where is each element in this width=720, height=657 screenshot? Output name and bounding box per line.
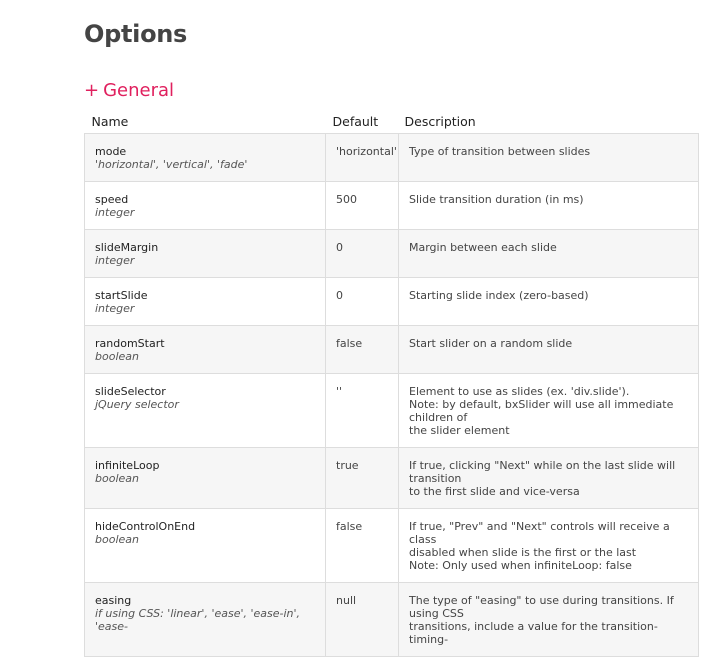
option-default: false bbox=[326, 509, 399, 583]
option-type: 'horizontal', 'vertical', 'fade' bbox=[95, 158, 248, 171]
description-line: Slide transition duration (in ms) bbox=[409, 193, 584, 206]
option-name: randomStart bbox=[95, 337, 165, 350]
table-row bbox=[85, 448, 699, 509]
option-name-cell bbox=[85, 134, 326, 182]
options-table bbox=[84, 109, 699, 657]
page-title: Options bbox=[84, 20, 188, 48]
table-header-row bbox=[85, 109, 699, 134]
table-row bbox=[85, 583, 699, 657]
option-name: slideMargin bbox=[95, 241, 159, 254]
column-header-name: Name bbox=[85, 109, 326, 134]
section-title[interactable]: General bbox=[103, 80, 175, 101]
option-name-cell bbox=[85, 278, 326, 326]
description-line: Type of transition between slides bbox=[409, 145, 591, 158]
description-line: Starting slide index (zero-based) bbox=[409, 289, 589, 302]
column-header-default: Default bbox=[326, 109, 399, 134]
description-line: disabled when slide is the first or the last bbox=[409, 546, 637, 559]
option-type: if using CSS: 'linear', 'ease', 'ease-in', 'ease- bbox=[95, 607, 301, 633]
description-line: Margin between each slide bbox=[409, 241, 557, 254]
description-line: the slider element bbox=[409, 424, 510, 437]
option-default: 'horizontal' bbox=[326, 134, 399, 182]
option-type: boolean bbox=[95, 472, 139, 485]
expand-plus-icon[interactable]: + bbox=[84, 80, 100, 101]
option-type: boolean bbox=[95, 533, 139, 546]
table-row bbox=[85, 509, 699, 583]
option-default: 0 bbox=[326, 230, 399, 278]
option-name: slideSelector bbox=[95, 385, 166, 398]
option-description bbox=[399, 583, 699, 657]
column-header-description: Description bbox=[399, 109, 699, 134]
option-name-cell bbox=[85, 182, 326, 230]
option-default: null bbox=[326, 583, 399, 657]
option-description bbox=[399, 134, 699, 182]
description-line: Element to use as slides (ex. 'div.slide'). bbox=[409, 385, 630, 398]
description-line: Note: Only used when infiniteLoop: false bbox=[409, 559, 632, 572]
section-heading-general[interactable] bbox=[84, 80, 174, 101]
option-name-cell bbox=[85, 230, 326, 278]
table-row bbox=[85, 374, 699, 448]
option-name: startSlide bbox=[95, 289, 148, 302]
option-description bbox=[399, 448, 699, 509]
option-default: 0 bbox=[326, 278, 399, 326]
description-line: Start slider on a random slide bbox=[409, 337, 573, 350]
option-type: integer bbox=[95, 254, 135, 267]
option-description bbox=[399, 182, 699, 230]
option-type: jQuery selector bbox=[95, 398, 179, 411]
table-row bbox=[85, 134, 699, 182]
option-type: integer bbox=[95, 302, 135, 315]
option-description bbox=[399, 230, 699, 278]
description-line: transitions, include a value for the transition-timing- bbox=[409, 620, 658, 646]
option-name-cell bbox=[85, 448, 326, 509]
option-type: integer bbox=[95, 206, 135, 219]
description-line: to the first slide and vice-versa bbox=[409, 485, 580, 498]
table-row bbox=[85, 278, 699, 326]
description-line: If true, "Prev" and "Next" controls will receive a class bbox=[409, 520, 670, 546]
description-line: If true, clicking "Next" while on the last slide will transition bbox=[409, 459, 676, 485]
option-name: infiniteLoop bbox=[95, 459, 160, 472]
table-row bbox=[85, 182, 699, 230]
table-row bbox=[85, 326, 699, 374]
option-type: boolean bbox=[95, 350, 139, 363]
option-description bbox=[399, 278, 699, 326]
option-default: 500 bbox=[326, 182, 399, 230]
option-name: speed bbox=[95, 193, 129, 206]
option-default: true bbox=[326, 448, 399, 509]
option-name-cell bbox=[85, 374, 326, 448]
option-description bbox=[399, 509, 699, 583]
option-description bbox=[399, 374, 699, 448]
option-name-cell bbox=[85, 326, 326, 374]
option-description bbox=[399, 326, 699, 374]
option-name: hideControlOnEnd bbox=[95, 520, 196, 533]
option-default: '' bbox=[326, 374, 399, 448]
description-line: The type of "easing" to use during transitions. If using CSS bbox=[409, 594, 674, 620]
table-row bbox=[85, 230, 699, 278]
option-default: false bbox=[326, 326, 399, 374]
description-line: Note: by default, bxSlider will use all immediate children of bbox=[409, 398, 674, 424]
option-name-cell bbox=[85, 509, 326, 583]
option-name: mode bbox=[95, 145, 127, 158]
option-name-cell bbox=[85, 583, 326, 657]
option-name: easing bbox=[95, 594, 132, 607]
